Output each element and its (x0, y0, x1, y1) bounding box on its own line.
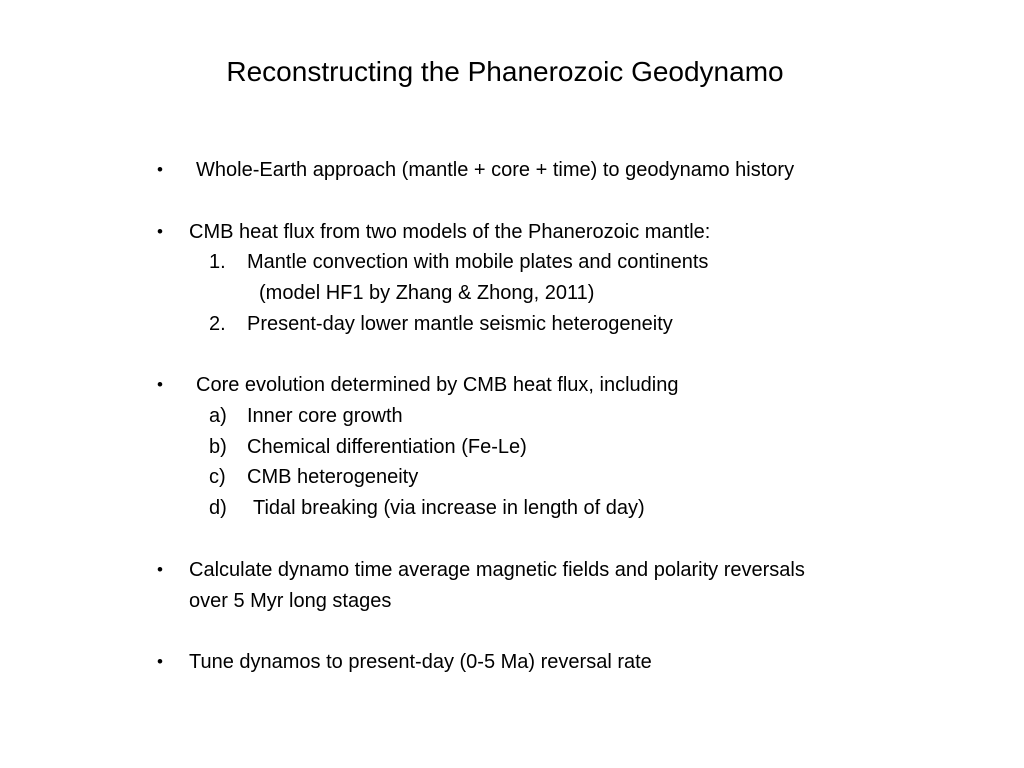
bullet-continuation: over 5 Myr long stages (189, 590, 392, 612)
sub-list-continuation: (model HF1 by Zhang & Zhong, 2011) (259, 282, 595, 304)
sub-list-text: Inner core growth (247, 405, 403, 427)
sub-list-text: Tidal breaking (via increase in length of day) (253, 497, 645, 519)
bullet-marker: • (157, 160, 163, 179)
sub-list-text: Chemical differentiation (Fe-Le) (247, 436, 527, 458)
bullet-text: CMB heat flux from two models of the Phanerozoic mantle: (189, 221, 711, 243)
bullet-marker: • (157, 375, 163, 394)
sub-list-marker: a) (209, 405, 227, 427)
sub-list-marker: d) (209, 497, 227, 519)
sub-list-text: Present-day lower mantle seismic heterogeneity (247, 313, 673, 335)
bullet-text: Whole-Earth approach (mantle + core + time) to geodynamo history (196, 159, 795, 181)
bullet-marker: • (157, 652, 163, 671)
sub-list-text: CMB heterogeneity (247, 466, 419, 488)
sub-list-text: Mantle convection with mobile plates and continents (247, 251, 709, 273)
bullet-marker: • (157, 560, 163, 579)
sub-list-marker: c) (209, 466, 226, 488)
bullet-text: Tune dynamos to present-day (0-5 Ma) reversal rate (189, 651, 652, 673)
sub-list-marker: b) (209, 436, 227, 458)
bullet-marker: • (157, 222, 163, 241)
bullet-text: Calculate dynamo time average magnetic fields and polarity reversals (189, 559, 805, 581)
slide-title: Reconstructing the Phanerozoic Geodynamo (226, 56, 784, 87)
sub-list-marker: 1. (209, 251, 226, 273)
bullet-text: Core evolution determined by CMB heat flux, including (196, 374, 679, 396)
sub-list-marker: 2. (209, 313, 226, 335)
